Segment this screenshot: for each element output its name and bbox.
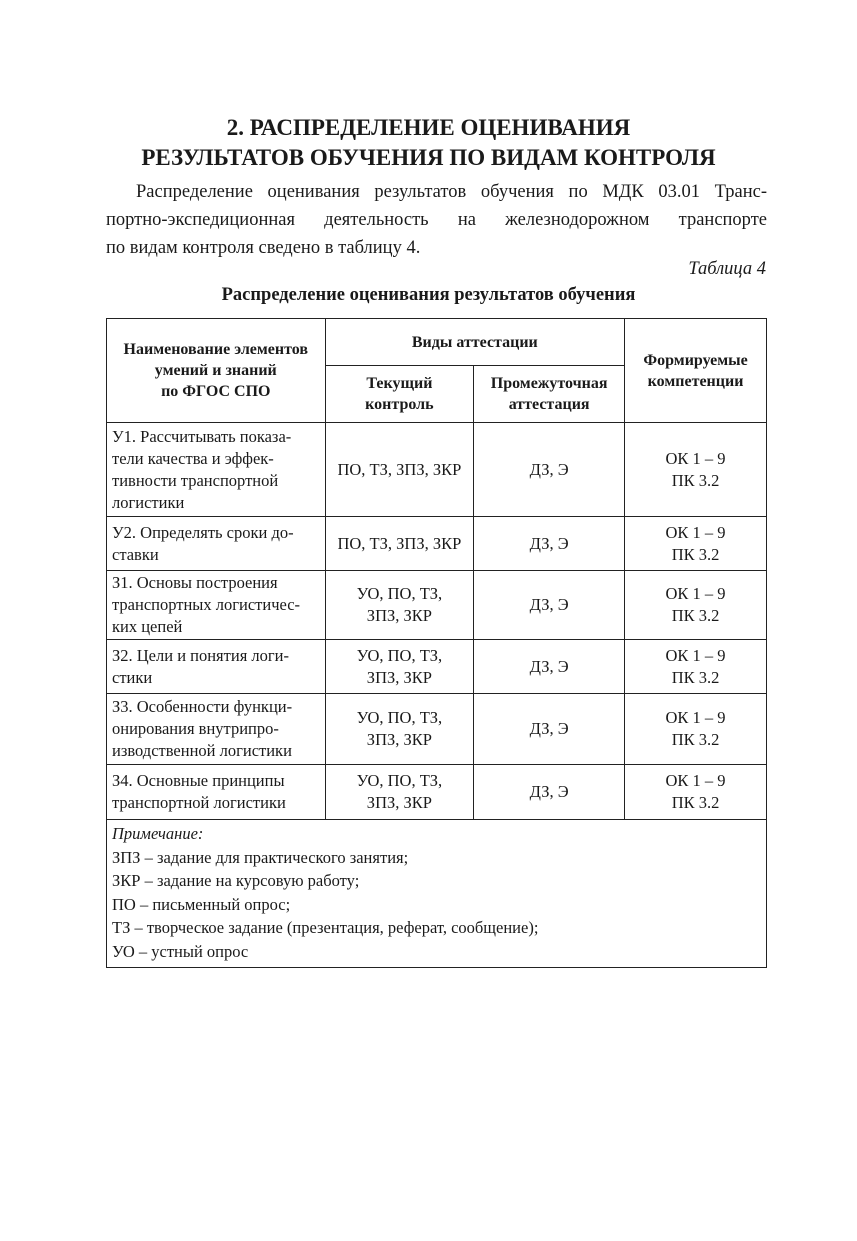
table-row [107,765,767,820]
cell-intermediate: ДЗ, Э [474,517,625,571]
cell-current: УО, ПО, ТЗ, ЗПЗ, ЗКР [325,694,474,765]
table-row [107,640,767,694]
cell-element: З2. Цели и понятия логи- стики [107,640,326,694]
cell-element: З4. Основные принципы транспортной логистики [107,765,326,820]
cell-competencies: ОК 1 – 9 ПК 3.2 [625,571,767,640]
assessment-table [106,318,767,968]
table-notes [107,820,767,968]
table-number: Таблица 4 [688,259,766,279]
table-row [107,423,767,517]
cell-competencies: ОК 1 – 9 ПК 3.2 [625,694,767,765]
cell-intermediate: ДЗ, Э [474,571,625,640]
intro-line: портно-экспедиционная деятельность на железнодорожном транспорте [106,210,767,230]
section-heading-line-2: РЕЗУЛЬТАТОВ ОБУЧЕНИЯ ПО ВИДАМ КОНТРОЛЯ [141,145,716,170]
note-item: ЗПЗ – задание для практического занятия; [112,847,409,867]
note-title: Примечание: [112,824,204,843]
table-caption: Распределение оценивания результатов обучения [221,285,636,305]
cell-competencies: ОК 1 – 9 ПК 3.2 [625,517,767,571]
header-competencies: Формируемые компетенции [625,319,767,423]
cell-intermediate: ДЗ, Э [474,694,625,765]
header-types: Виды аттестации [325,319,625,366]
header-intermediate: Промежуточная аттестация [474,366,625,423]
cell-intermediate: ДЗ, Э [474,423,625,517]
header-current: Текущий контроль [325,366,474,423]
note-item: ТЗ – творческое задание (презентация, реферат, сообщение); [112,918,539,937]
cell-intermediate: ДЗ, Э [474,640,625,694]
cell-current: ПО, ТЗ, ЗПЗ, ЗКР [325,423,474,517]
cell-element: З1. Основы построения транспортных логистичес- ких цепей [107,571,326,640]
note-item: ПО – письменный опрос; [112,894,291,914]
cell-competencies: ОК 1 – 9 ПК 3.2 [625,423,767,517]
table-row [107,694,767,765]
intro-line: Распределение оценивания результатов обучения по МДК 03.01 Транс- [136,182,767,202]
cell-element: У2. Определять сроки до- ставки [107,517,326,571]
table-row [107,571,767,640]
header-elements: Наименование элементов умений и знаний по ФГОС СПО [107,319,326,423]
cell-competencies: ОК 1 – 9 ПК 3.2 [625,640,767,694]
table-row [107,517,767,571]
cell-current: УО, ПО, ТЗ, ЗПЗ, ЗКР [325,765,474,820]
note-item: УО – устный опрос [112,941,249,961]
note-item: ЗКР – задание на курсовую работу; [112,871,360,890]
cell-intermediate: ДЗ, Э [474,765,625,820]
section-heading-line-1: 2. РАСПРЕДЕЛЕНИЕ ОЦЕНИВАНИЯ [226,115,631,140]
cell-current: УО, ПО, ТЗ, ЗПЗ, ЗКР [325,640,474,694]
cell-element: З3. Особенности функци- онирования внутрипро- изводственной логистики [107,694,326,765]
cell-current: ПО, ТЗ, ЗПЗ, ЗКР [325,517,474,571]
intro-line: по видам контроля сведено в таблицу 4. [106,238,421,258]
cell-element: У1. Рассчитывать показа- тели качества и эффек- тивности транспортной логистики [107,423,326,517]
cell-competencies: ОК 1 – 9 ПК 3.2 [625,765,767,820]
cell-current: УО, ПО, ТЗ, ЗПЗ, ЗКР [325,571,474,640]
intro-paragraph [106,178,767,262]
